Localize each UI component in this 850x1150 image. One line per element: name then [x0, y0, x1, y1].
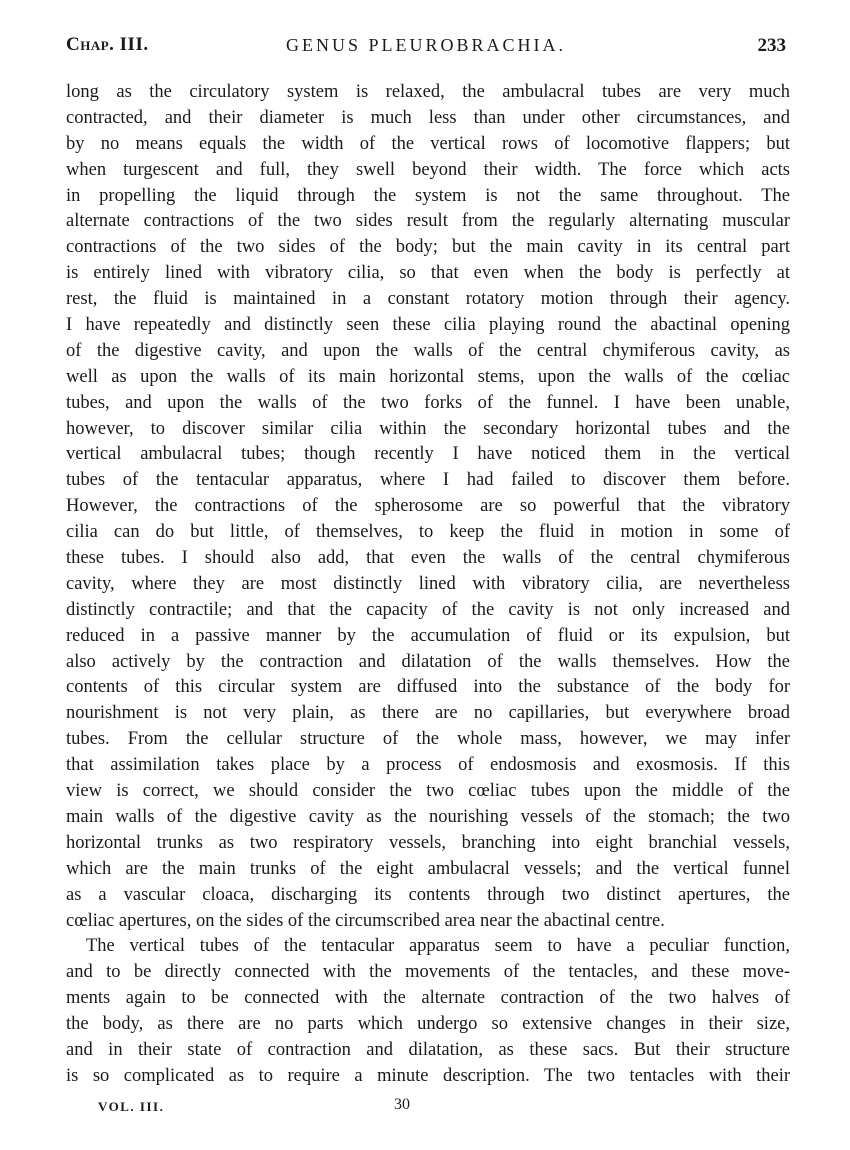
text-line: of the digestive cavity, and upon the walls of the central chymiferous cavity, as	[66, 340, 790, 361]
text-line: these tubes. I should also add, that even the walls of the central chymiferous	[66, 548, 790, 569]
text-line: reduced in a passive manner by the accumulation of fluid or its expulsion, but	[66, 625, 790, 646]
volume-signature: VOL. III.	[98, 1099, 165, 1114]
text-line: main walls of the digestive cavity as the nourishing vessels of the stomach; the two	[66, 806, 790, 827]
text-line: rest, the fluid is maintained in a constant rotatory motion through their agency.	[66, 289, 790, 310]
text-line: cilia can do but little, of themselves, to keep the fluid in motion in some of	[66, 522, 790, 543]
text-line: vertical ambulacral tubes; though recently I have noticed them in the vertical	[66, 444, 790, 465]
text-line: in propelling the liquid through the system is not the same throughout. The	[66, 185, 790, 206]
text-line: I have repeatedly and distinctly seen these cilia playing round the abactinal opening	[66, 315, 790, 336]
text-line: view is correct, we should consider the two cœliac tubes upon the middle of the	[66, 781, 790, 802]
text-line: is entirely lined with vibratory cilia, so that even when the body is perfectly at	[66, 263, 790, 284]
text-line: however, to discover similar cilia within the secondary horizontal tubes and the	[66, 418, 790, 439]
text-line: is so complicated as to require a minute description. The two tentacles with their	[66, 1065, 790, 1086]
text-line: that assimilation takes place by a process of endosmosis and exosmosis. If this	[66, 755, 790, 776]
body-text	[66, 80, 790, 1090]
text-line: contents of this circular system are diffused into the substance of the body for	[66, 677, 790, 698]
chapter-label: Chap. III.	[66, 34, 149, 55]
text-line: contractions of the two sides of the body; but the main cavity in its central part	[66, 237, 790, 258]
text-line: also actively by the contraction and dilatation of the walls themselves. How the	[66, 651, 790, 672]
text-line: and to be directly connected with the movements of the tentacles, and these move-	[66, 962, 790, 983]
running-head	[66, 34, 786, 62]
running-title: GENUS PLEUROBRACHIA.	[285, 35, 567, 55]
text-line: cavity, where they are most distinctly lined with vibratory cilia, are nevertheless	[66, 573, 790, 594]
text-line: contracted, and their diameter is much less than under other circumstances, and	[66, 107, 790, 128]
text-line: the body, as there are no parts which undergo so extensive changes in their size,	[66, 1014, 790, 1035]
paragraph-start-line: The vertical tubes of the tentacular apparatus seem to have a peculiar function,	[86, 936, 790, 957]
text-line: as a vascular cloaca, discharging its contents through two distinct apertures, the	[66, 884, 790, 905]
text-line: which are the main trunks of the eight ambulacral vessels; and the vertical funnel	[66, 858, 790, 879]
text-line: cœliac apertures, on the sides of the circumscribed area near the abactinal centre.	[66, 910, 665, 931]
text-line: long as the circulatory system is relaxed, the ambulacral tubes are very much	[66, 82, 790, 102]
sheet-number: 30	[394, 1096, 410, 1113]
text-line: when turgescent and full, they swell beyond their width. The force which acts	[66, 159, 790, 180]
page-number: 233	[757, 35, 786, 56]
text-line: and in their state of contraction and dilatation, as these sacs. But their structure	[66, 1039, 790, 1060]
text-line: horizontal trunks as two respiratory vessels, branching into eight branchial vessels,	[66, 832, 790, 853]
text-line: tubes. From the cellular structure of the whole mass, however, we may infer	[66, 729, 790, 750]
text-line: alternate contractions of the two sides result from the regularly alternating muscular	[66, 211, 790, 232]
text-line: nourishment is not very plain, as there are no capillaries, but everywhere broad	[66, 703, 790, 724]
text-line: ments again to be connected with the alternate contraction of the two halves of	[66, 988, 790, 1009]
text-line: distinctly contractile; and that the capacity of the cavity is not only increased and	[66, 599, 790, 620]
text-line: by no means equals the width of the vertical rows of locomotive flappers; but	[66, 133, 790, 154]
text-line: tubes of the tentacular apparatus, where I had failed to discover them before.	[66, 470, 790, 491]
text-line: well as upon the walls of its main horizontal stems, upon the walls of the cœliac	[66, 366, 790, 387]
text-line: tubes, and upon the walls of the two forks of the funnel. I have been unable,	[66, 392, 790, 413]
text-line: However, the contractions of the spherosome are so powerful that the vibratory	[66, 496, 790, 517]
